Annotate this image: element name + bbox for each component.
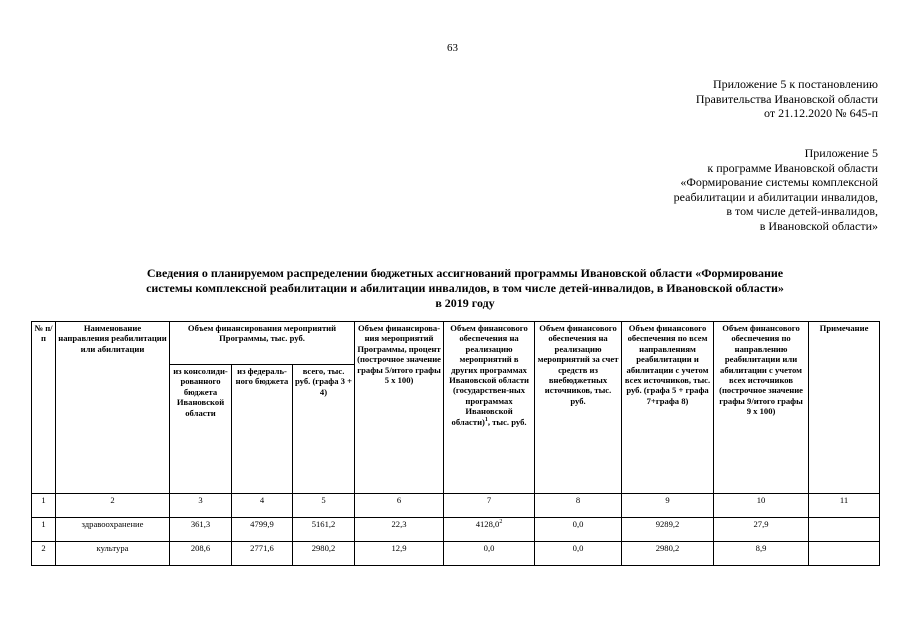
header-note: Примечание xyxy=(809,322,880,494)
page-number: 63 xyxy=(447,42,458,54)
row-other-programs-value: 0,0 xyxy=(483,543,495,553)
header-num: № п/п xyxy=(32,322,56,494)
row-all-sources-pct: 27,9 xyxy=(714,518,809,542)
row-direction: культура xyxy=(56,542,170,566)
column-number: 6 xyxy=(355,494,444,518)
title-line: Сведения о планируемом распределении бюджетных ассигнований программы Ивановской области «Формирование xyxy=(146,266,784,280)
appendix-line: в Ивановской области» xyxy=(759,218,878,233)
row-other-programs xyxy=(444,518,535,542)
row-other-programs-value: 4128,0 xyxy=(475,519,500,529)
footnote-marker: 1 xyxy=(484,416,488,423)
row-extrabudget: 0,0 xyxy=(535,518,622,542)
appendix-line: реабилитации и абилитации инвалидов, xyxy=(673,189,878,204)
column-number: 5 xyxy=(293,494,355,518)
header-program-volume: Объем финансирования мероприятий Программы, тыс. руб. xyxy=(170,322,355,365)
row-total: 2980,2 xyxy=(293,542,355,566)
appendix-line: Приложение 5 xyxy=(804,146,878,160)
row-note xyxy=(809,542,880,566)
column-number: 3 xyxy=(170,494,232,518)
row-num: 1 xyxy=(32,518,56,542)
appendix-line: Правительства Ивановской области xyxy=(695,91,878,106)
header-consolidated: из консолиди-рованного бюджета Ивановской области xyxy=(170,365,232,494)
header-extrabudget: Объем финансового обеспечения на реализацию мероприятий за счет средств из внебюджетных источников, тыс. руб. xyxy=(535,322,622,494)
appendix-line: от 21.12.2020 № 645-п xyxy=(764,106,878,120)
appendix-line: в том числе детей-инвалидов, xyxy=(726,204,878,218)
budget-table xyxy=(31,321,880,566)
column-number-row xyxy=(32,494,880,518)
appendix-resolution-block xyxy=(696,77,878,121)
row-federal: 4799,9 xyxy=(232,518,293,542)
row-consolidated: 361,3 xyxy=(170,518,232,542)
document-title xyxy=(30,266,900,311)
title-line: в 2019 году xyxy=(435,296,495,310)
row-consolidated: 208,6 xyxy=(170,542,232,566)
row-percent: 22,3 xyxy=(355,518,444,542)
row-other-programs xyxy=(444,542,535,566)
appendix-line: Приложение 5 к постановлению xyxy=(712,77,878,91)
column-number: 9 xyxy=(622,494,714,518)
header-other-programs-text: Объем финансового обеспечения на реализацию мероприятий в других программах Ивановской области (государствен-ных программах Ивановской области) xyxy=(449,323,529,427)
row-all-sources: 2980,2 xyxy=(622,542,714,566)
header-total: всего, тыс. руб. (графа 3 + 4) xyxy=(293,365,355,494)
column-number: 2 xyxy=(56,494,170,518)
row-all-sources: 9289,2 xyxy=(622,518,714,542)
column-number: 10 xyxy=(714,494,809,518)
row-total: 5161,2 xyxy=(293,518,355,542)
header-all-sources-pct: Объем финансового обеспечения по направлению реабилитации или абилитации с учетом всех источников (построчное значение графы 9/итого графы 9 х 100) xyxy=(714,322,809,494)
row-note xyxy=(809,518,880,542)
row-percent: 12,9 xyxy=(355,542,444,566)
header-percent: Объем финансирова-ния мероприятий Программы, процент (построчное значение графы 5/итого графы 5 х 100) xyxy=(355,322,444,494)
appendix-line: к программе Ивановской области xyxy=(707,160,878,175)
header-all-sources: Объем финансового обеспечения по всем направлениям реабилитации и абилитации с учетом всех источников, тыс. руб. (графа 5 + графа 7+графа 8) xyxy=(622,322,714,494)
footnote-marker: 2 xyxy=(499,519,503,526)
table-row xyxy=(32,518,880,542)
column-number: 11 xyxy=(809,494,880,518)
column-number: 8 xyxy=(535,494,622,518)
title-line: системы комплексной реабилитации и абилитации инвалидов, в том числе детей-инвалидов, в Ивановской области» xyxy=(146,281,784,295)
appendix-line: «Формирование системы комплексной xyxy=(680,175,878,189)
column-number: 4 xyxy=(232,494,293,518)
row-num: 2 xyxy=(32,542,56,566)
row-federal: 2771,6 xyxy=(232,542,293,566)
appendix-program-block xyxy=(674,146,878,233)
header-other-programs xyxy=(444,322,535,494)
header-other-programs-unit: , тыс. руб. xyxy=(487,416,527,427)
row-extrabudget: 0,0 xyxy=(535,542,622,566)
column-number: 7 xyxy=(444,494,535,518)
table-row xyxy=(32,542,880,566)
header-direction: Наименование направления реабилитации или абилитации xyxy=(56,322,170,494)
column-number: 1 xyxy=(32,494,56,518)
header-federal: из федераль-ного бюджета xyxy=(232,365,293,494)
row-all-sources-pct: 8,9 xyxy=(714,542,809,566)
header-row xyxy=(32,322,880,365)
row-direction: здравоохранение xyxy=(56,518,170,542)
